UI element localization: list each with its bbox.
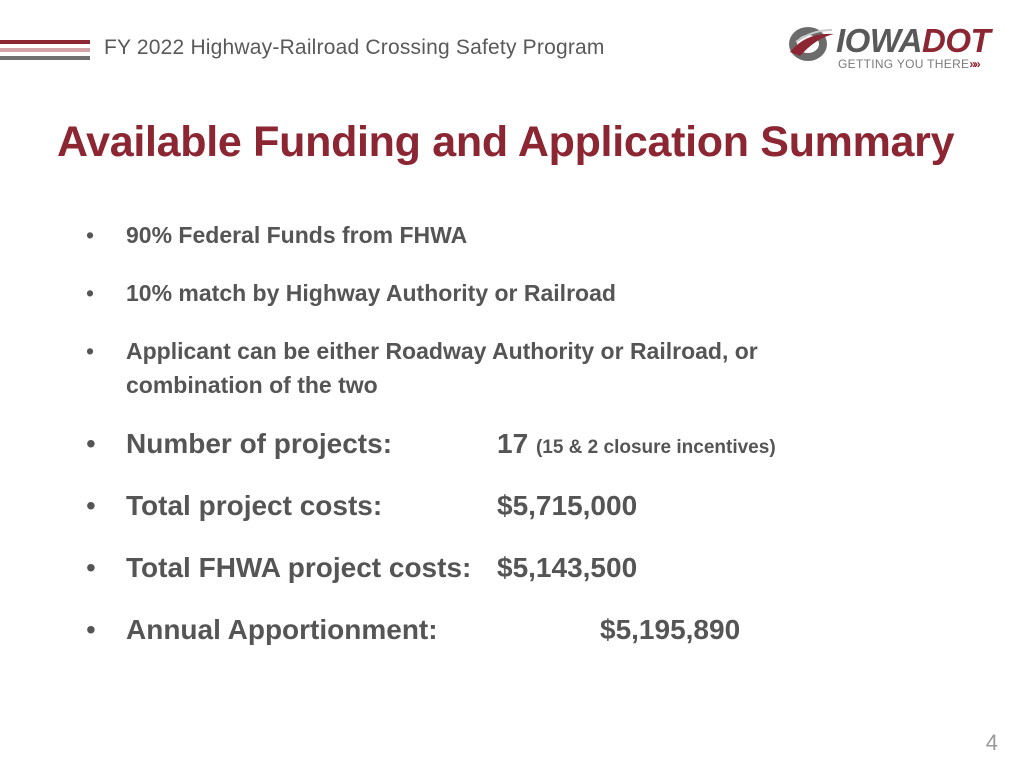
page-number: 4 — [985, 730, 998, 755]
bullet-text: 10% match by Highway Authority or Railroad — [126, 280, 616, 306]
summary-label: Annual Apportionment: — [126, 614, 438, 645]
bullet-icon: • — [86, 552, 96, 583]
bullet-icon: • — [86, 490, 96, 521]
logo-wordmark: IOWADOT — [836, 22, 991, 59]
summary-label: Total FHWA project costs: — [126, 552, 472, 583]
bullet-icon: • — [86, 222, 95, 248]
bullet-icon: • — [86, 280, 95, 306]
bullet-icon: • — [86, 428, 96, 459]
logo-swoosh-icon — [786, 22, 836, 64]
bullet-icon: • — [86, 614, 96, 645]
bullet-text: Applicant can be either Roadway Authority or Railroad, or — [126, 338, 758, 364]
summary-value: $5,715,000 — [497, 490, 638, 521]
logo-tagline: GETTING YOU THERE»» — [838, 57, 979, 71]
header-decorative-lines — [0, 40, 90, 62]
bullet-text-continued: combination of the two — [126, 372, 378, 398]
summary-value: 17 (15 & 2 closure incentives) — [497, 428, 776, 459]
chevron-icon: »» — [969, 57, 979, 71]
program-title: FY 2022 Highway-Railroad Crossing Safety Program — [104, 36, 605, 59]
bullet-icon: • — [86, 338, 95, 364]
summary-value: $5,195,890 — [600, 614, 741, 645]
bullet-text: 90% Federal Funds from FHWA — [126, 222, 468, 248]
summary-label: Number of projects: — [126, 428, 393, 459]
summary-note: (15 & 2 closure incentives) — [535, 437, 776, 458]
summary-label: Total project costs: — [126, 490, 383, 521]
summary-value: $5,143,500 — [497, 552, 638, 583]
iowa-dot-logo — [786, 22, 1002, 74]
slide-title: Available Funding and Application Summary — [57, 118, 955, 166]
